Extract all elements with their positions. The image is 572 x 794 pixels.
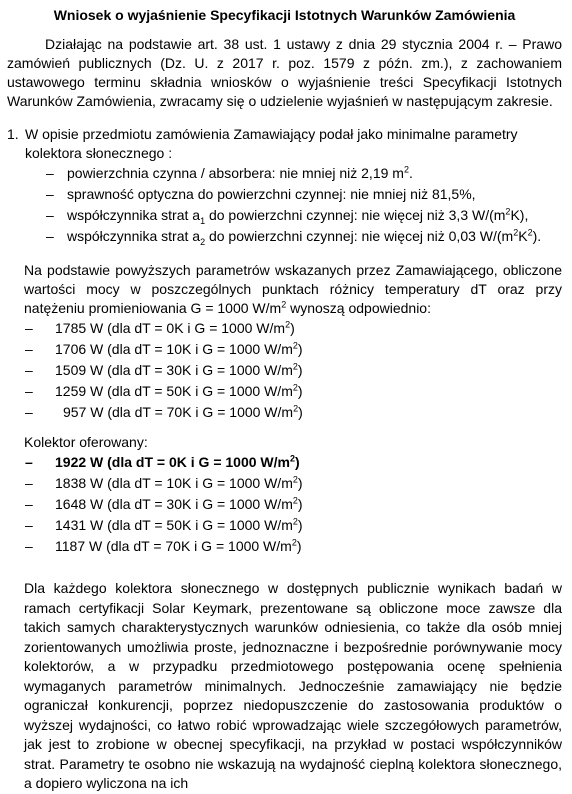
dash-bullet: – — [46, 207, 54, 223]
parameter-list — [25, 163, 562, 247]
list-item: – 1431 W (dla dT = 50K i G = 1000 $W/m^2$) — [7, 515, 562, 536]
value-text: 1838 W (dla dT = 10K i G = 1000 $W/m^2$) — [55, 474, 303, 491]
list-item: – 1648 W (dla dT = 30K i G = 1000 $W/m^2$) — [7, 494, 562, 515]
point-1 — [7, 125, 562, 247]
list-item: – 1706 W (dla dT = 10K i G = 1000 $W/m^2$) — [7, 339, 562, 360]
value-text: 1259 W (dla dT = 50K i G = 1000 $W/m^2$) — [55, 382, 303, 399]
intro-paragraph: Działając na podstawie art. 38 ust. 1 ustawy z dnia 29 stycznia 2004 r. – Prawo zamówień publicznych (Dz. U. z 2017 r. poz. 1579 z późn. zm.), z zachowaniem ustawowego terminu składnia wniosków o wyjaśnienie treści Specyfikacji Istotnych Warunków Zamówienia, zwracamy się o udzielenie wyjaśnień w następującym zakresie. — [7, 36, 562, 109]
list-item: – 1509 W (dla dT = 30K i G = 1000 $W/m^2$) — [7, 360, 562, 381]
list-item: – 1187 W (dla dT = 70K i G = 1000 $W/m^2$) — [7, 536, 562, 557]
required-values-list — [7, 318, 562, 423]
list-item: – 1785 W (dla dT = 0K i G = 1000 $W/m^2$) — [7, 318, 562, 339]
offered-values-list — [7, 452, 562, 557]
final-paragraph: Dla każdego kolektora słonecznego w dostępnych publicznie wynikach badań w ramach certyfikacji Solar Keymark, prezentowane są obliczone moce zawsze dla takich samych charakterystycznych warunków odniesienia, co także dla osób mniej zorientowanych umożliwia proste, jednoznaczne i bezpośrednie porównywanie mocy kolektorów, a w przypadku przedmiotowego postępowania ocenę spełnienia wymaganych parametrów minimalnych. Jednocześnie zamawiający nie będzie ograniczał konkurencji, poprzez niedopuszczenie do zastosowania produktów o wyższej wydajności, co łatwo robić wprowadzając wiele szczegółowych parametrów, jak jest to zrobione w obecnej specyfikacji, na przykład w postaci współczynników strat. Parametry te osobno nie wskazują na wydajność cieplną kolektora słonecznego, a dopiero wyliczona na ich — [24, 580, 562, 791]
dash-bullet: – — [46, 228, 54, 244]
list-item: – 957 W (dla dT = 70K i G = 1000 $W/m^2$) — [7, 402, 562, 423]
param-text: współczynnika strat $a_1$ do powierzchni czynnej: nie więcej niż 3,3 $W/(m^2K)$, — [67, 206, 529, 226]
list-item — [25, 205, 562, 226]
point-number: 1. — [7, 126, 19, 142]
value-text: 1922 W (dla dT = 0K i G = 1000 $W/m^2$) — [55, 453, 300, 470]
calculation-intro: Na podstawie powyższych parametrów wskazanych przez Zamawiającego, obliczone wartości mocy w poszczególnych punktach różnicy temperatury dT oraz przy natężeniu promieniowania G = 1000 $W/m^2$ wynoszą odpowiednio: — [24, 262, 562, 316]
list-item — [25, 184, 562, 205]
document-title: Wniosek o wyjaśnienie Specyfikacji Istotnych Warunków Zamówienia — [53, 7, 516, 23]
point-body — [25, 125, 562, 247]
point-text: W opisie przedmiotu zamówienia Zamawiający podał jako minimalne parametry kolektora słonecznego : — [25, 126, 518, 161]
value-text: 1648 W (dla dT = 30K i G = 1000 $W/m^2$) — [55, 495, 303, 512]
value-text: 1706 W (dla dT = 10K i G = 1000 $W/m^2$) — [55, 340, 303, 357]
value-text: 1431 W (dla dT = 50K i G = 1000 $W/m^2$) — [55, 516, 303, 533]
value-text: 1785 W (dla dT = 0K i G = 1000 $W/m^2$) — [55, 319, 295, 336]
list-item: – 1922 W (dla dT = 0K i G = 1000 $W/m^2$) — [7, 452, 562, 473]
list-item: – 1838 W (dla dT = 10K i G = 1000 $W/m^2$) — [7, 473, 562, 494]
document-page — [0, 7, 572, 794]
offered-label: Kolektor oferowany: — [24, 434, 148, 450]
dash-bullet: – — [46, 165, 54, 181]
list-item: – 1259 W (dla dT = 50K i G = 1000 $W/m^2$) — [7, 381, 562, 402]
list-item — [25, 226, 562, 247]
param-text: współczynnika strat $a_2$ do powierzchni czynnej: nie więcej niż 0,03 $W/(m^2K^2)$. — [67, 227, 542, 247]
param-text: powierzchnia czynna / absorbera: nie mniej niż 2,19 $m^2$. — [67, 164, 413, 181]
dash-bullet: – — [46, 186, 54, 202]
param-text: sprawność optyczna do powierzchni czynnej: nie mniej niż 81,5%, — [67, 186, 476, 202]
value-text: 1187 W (dla dT = 70K i G = 1000 $W/m^2$) — [55, 537, 302, 554]
list-item — [25, 163, 562, 184]
value-text: 957 W (dla dT = 70K i G = 1000 $W/m^2$) — [63, 403, 303, 420]
value-text: 1509 W (dla dT = 30K i G = 1000 $W/m^2$) — [55, 361, 303, 378]
